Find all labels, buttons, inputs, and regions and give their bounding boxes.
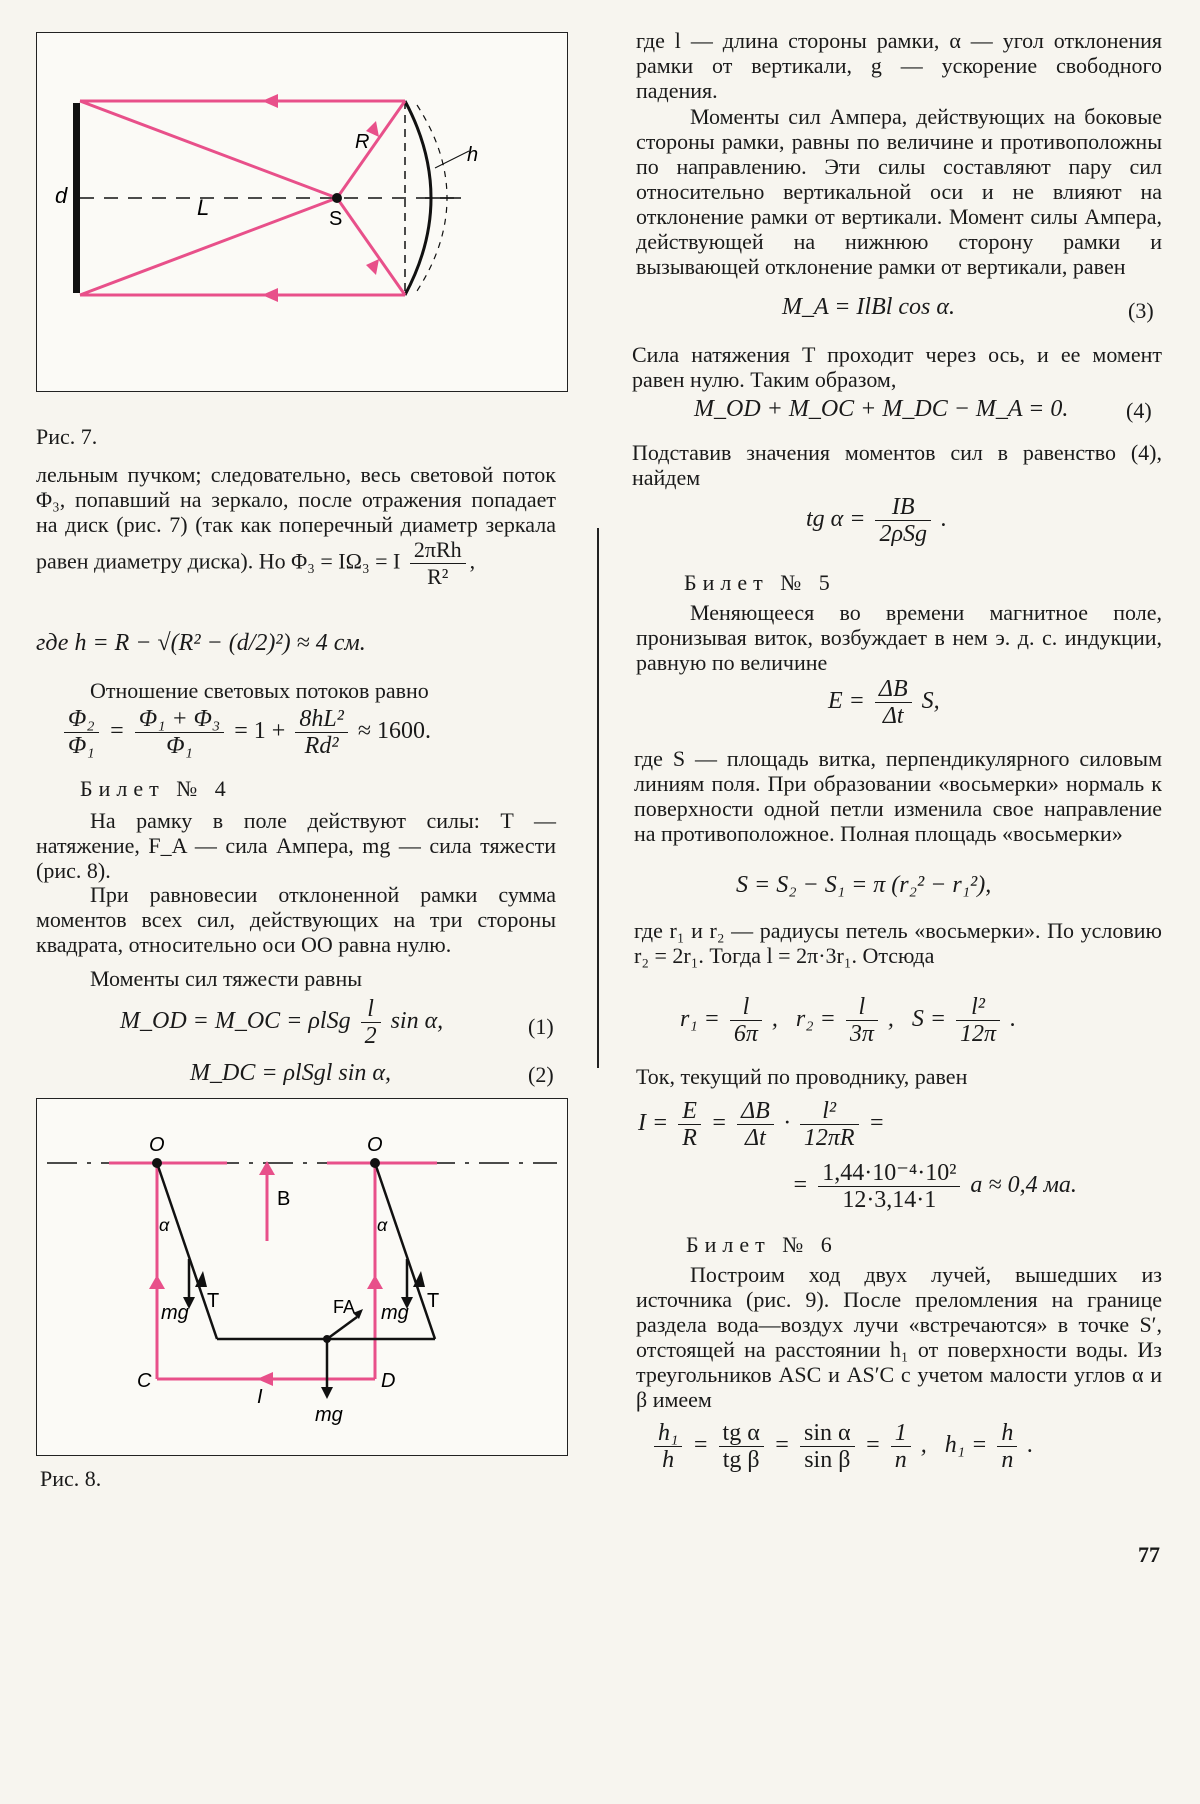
right-paragraph-6: где S — площадь витка, перпендикулярного силовым линиям поля. При образовании «восьмерки» нормаль к поверхности одной петли изменила свое направление на противоположное. Полная площадь «восьмерки» <box>634 746 1162 846</box>
frame-vertical-pink <box>109 1163 440 1379</box>
equation-S: S = S₂ − S₁ = π (r₂² − r₁²), <box>736 872 992 898</box>
label-T-right: T <box>427 1290 440 1312</box>
frame-deflected <box>157 1163 435 1389</box>
label-FA: FA <box>333 1297 356 1317</box>
equation-E: E = $\frac{\Delta B}{\Delta t}$ S, <box>828 676 940 729</box>
label-D: D <box>381 1370 396 1392</box>
equation-1: M_OD = M_OC = ρlSg $\frac{l}{2}$ sin α, <box>120 996 444 1049</box>
right-paragraph-5: Меняющееся во времени магнитное поле, пронизывая виток, возбуждает в нем э. д. с. индукции, равную по величине <box>636 600 1162 675</box>
equation-1-number: (1) <box>528 1014 554 1039</box>
equation-2-number: (2) <box>528 1062 554 1087</box>
label-h: h <box>467 144 479 166</box>
equation-4-number: (4) <box>1126 398 1152 423</box>
equation-I-value: = $\frac{\text{1,44·10⁻⁴·10²}}{12\cdot 3,14\cdot 1}$ а ≈ 0,4 ма. <box>792 1160 1077 1213</box>
label-B: B <box>277 1188 291 1210</box>
equation-I: I = $\frac{E}{R}$ = $\frac{\Delta B}{\Delta t}$ · $\frac{\text{l²}}{12\pi R}$ = <box>638 1098 885 1151</box>
label-T-left: T <box>207 1290 220 1312</box>
label-O-left: O <box>149 1134 165 1156</box>
figure-8 <box>36 1098 568 1456</box>
equation-h1: $\frac{\text{h₁}}{h}$ = $\frac{\text{tg α}}{\text{tg β}}$ = $\frac{\text{sin α}}{\text{sin β}}$ = $\frac{1}{n}$ , h₁ = $\frac{h}{n}$ . <box>650 1420 1033 1473</box>
source-point <box>332 193 342 203</box>
label-alpha-left: α <box>159 1215 170 1235</box>
label-d: d <box>55 183 68 208</box>
heading-ticket-6: Билет № 6 <box>686 1232 838 1257</box>
label-mg-left: mg <box>161 1302 189 1324</box>
equation-h: где h = R − √(R² − (d/2)²) ≈ 4 см. <box>36 630 366 656</box>
label-C: C <box>137 1370 152 1392</box>
equation-radii: r₁ = $\frac{l}{6\pi}$ , r₂ = $\frac{l}{3\pi}$ , S = $\frac{\text{l²}}{12\pi}$ . <box>680 994 1017 1047</box>
left-paragraph-5: Моменты сил тяжести равны <box>90 966 362 991</box>
equation-3-number: (3) <box>1128 298 1154 323</box>
equation-ratio: $\frac{\text{Φ₂}}{\text{Φ₁}}$ = $\frac{\text{Φ₁ + Φ₃}}{\text{Φ₁}}$ = 1 + $\frac{\text{8hL²}}{\text{Rd²}}$ ≈ 1600. <box>60 706 431 759</box>
equation-4: M_OD + M_OC + M_DC − M_A = 0. <box>694 396 1069 422</box>
fraction-phi3: $\frac{\text{2πRh}}{\text{R²}}$ <box>410 537 466 590</box>
right-paragraph-9: Построим ход двух лучей, вышедших из источника (рис. 9). После преломления на границе раздела вода—воздух лучи «встречаются» в точке S′, отстоящей на расстоянии h₁ от поверхности воды. Из треугольников ASC и AS′C с учетом малости углов α и β имеем <box>636 1262 1162 1412</box>
right-paragraph-1: где l — длина стороны рамки, α — угол отклонения рамки от вертикали, g — ускорение свободного падения. <box>636 28 1162 103</box>
heading-ticket-5: Билет № 5 <box>684 570 836 595</box>
label-mg-bottom: mg <box>315 1404 343 1426</box>
right-paragraph-7: где r₁ и r₂ — радиусы петель «восьмерки». По условию r₂ = 2r₁. Тогда l = 2π·3r₁. Отсюда <box>634 918 1162 968</box>
label-I: I <box>257 1386 263 1408</box>
column-divider <box>597 528 599 1068</box>
left-paragraph-1: лельным пучком; следовательно, весь световой поток Φ₃, попавший на зеркало, после отражения попадает на диск (рис. 7) (так как поперечный диаметр зеркала равен диаметру диска). Но Φ₃ = IΩ₃ = I $\frac{\text{2πRh}}{\text{R²}}$ , <box>36 462 556 589</box>
label-alpha-right: α <box>377 1215 388 1235</box>
heading-ticket-4: Билет № 4 <box>80 776 232 801</box>
label-S: S <box>329 208 343 230</box>
equation-3: M_A = IlBl cos α. <box>782 294 955 320</box>
left-paragraph-2: Отношение световых потоков равно <box>90 678 429 703</box>
label-mg-right: mg <box>381 1302 409 1324</box>
label-R: R <box>355 131 370 153</box>
right-paragraph-2: Моменты сил Ампера, действующих на боковые стороны рамки, равны по величине и противоположны по направлению. Эти силы составляют пару сил относительно вертикальной оси и не влияют на отклонение рамки от вертикали. Момент силы Ампера, действующей на нижнюю сторону рамки и вызывающей отклонение рамки от вертикали, равен <box>636 104 1162 279</box>
equation-tg: tg α = $\frac{IB}{\text{2ρSg}}$ . <box>806 494 947 547</box>
label-L: L <box>197 195 210 220</box>
equation-2: M_DC = ρlSgl sin α, <box>190 1060 391 1086</box>
label-O-right: O <box>367 1134 383 1156</box>
figure-7-diagram <box>37 33 567 391</box>
figure-8-diagram <box>37 1099 567 1455</box>
left-paragraph-4: При равновесии отклоненной рамки сумма моментов всех сил, действующих на три стороны квадрата, относительно оси OO равна нулю. <box>36 882 556 957</box>
right-paragraph-4: Подставив значения моментов сил в равенство (4), найдем <box>632 440 1162 490</box>
figure-8-caption: Рис. 8. <box>40 1466 102 1491</box>
figure-7 <box>36 32 568 392</box>
right-paragraph-8: Ток, текущий по проводнику, равен <box>636 1064 968 1089</box>
left-paragraph-3: На рамку в поле действуют силы: T — натяжение, F_A — сила Ампера, mg — сила тяжести (рис. 8). <box>36 808 556 883</box>
disk <box>73 103 80 293</box>
right-paragraph-3: Сила натяжения T проходит через ось, и ее момент равен нулю. Таким образом, <box>632 342 1162 392</box>
figure-7-caption: Рис. 7. <box>36 424 98 449</box>
page-number: 77 <box>1138 1542 1160 1567</box>
